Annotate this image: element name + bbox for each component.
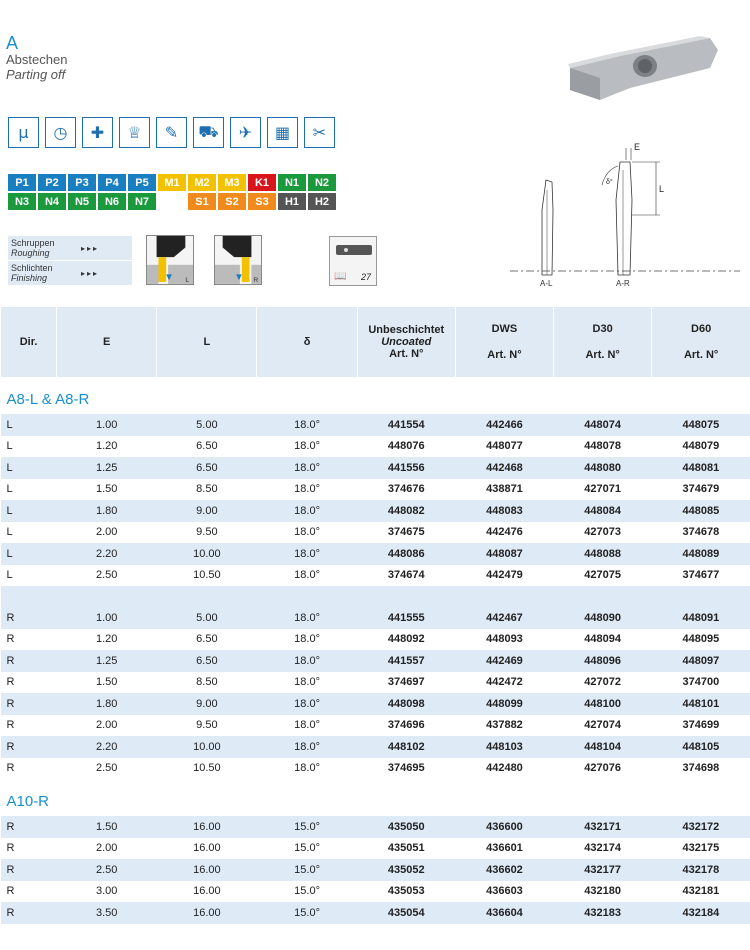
table-cell: 374695 <box>357 758 455 780</box>
table-cell: 432175 <box>652 838 750 860</box>
left-hand-pictogram <box>146 235 194 285</box>
table-row <box>1 902 750 924</box>
column-header-sub: Art. N° <box>487 349 522 361</box>
table-cell: 1.25 <box>57 457 157 479</box>
table-cell: 374696 <box>357 715 455 737</box>
table-cell: 15.0° <box>257 881 357 903</box>
table-cell: 432174 <box>554 838 652 860</box>
pen-icon: ✎ <box>156 117 187 148</box>
table-row <box>1 607 750 629</box>
table-cell: 442467 <box>455 607 553 629</box>
table-cell: 448100 <box>554 693 652 715</box>
table-cell: 10.50 <box>157 565 257 587</box>
table-cell: 448092 <box>357 629 455 651</box>
column-header-sub: Art. N° <box>683 349 719 361</box>
pic-label-left: L <box>185 277 190 285</box>
table-row <box>1 522 750 544</box>
grade-m1: M1 <box>158 174 186 191</box>
table-cell: 427075 <box>554 565 652 587</box>
table-cell: 435052 <box>357 859 455 881</box>
table-cell: 448086 <box>357 543 455 565</box>
table-cell: 18.0° <box>257 543 357 565</box>
table-cell: 1.00 <box>57 414 157 436</box>
table-cell: 442468 <box>455 457 553 479</box>
table-cell: L <box>1 457 57 479</box>
table-cell: 442479 <box>455 565 553 587</box>
table-cell: 448095 <box>652 629 750 651</box>
table-cell: 427071 <box>554 479 652 501</box>
table-cell: 448074 <box>554 414 652 436</box>
table-cell: 448077 <box>455 436 553 458</box>
table-cell: 9.50 <box>157 522 257 544</box>
grade-n5: N5 <box>68 193 96 210</box>
table-cell: 438871 <box>455 479 553 501</box>
table-cell: 1.50 <box>57 479 157 501</box>
table-cell: 448085 <box>652 500 750 522</box>
pic-label-right: R <box>253 277 259 285</box>
table-cell: 2.50 <box>57 758 157 780</box>
car-icon: ⛟ <box>193 117 224 148</box>
table-row <box>1 629 750 651</box>
table-cell: R <box>1 629 57 651</box>
table-cell: 9.00 <box>157 500 257 522</box>
op-arrows: ▸▸▸ <box>81 243 100 253</box>
table-cell: 18.0° <box>257 414 357 436</box>
table-cell: 448097 <box>652 650 750 672</box>
table-cell: 437882 <box>455 715 553 737</box>
column-header <box>652 307 750 377</box>
airplane-icon: ✈ <box>230 117 261 148</box>
table-cell: 5.00 <box>157 607 257 629</box>
column-header-main: δ <box>303 336 311 348</box>
table-cell: 448091 <box>652 607 750 629</box>
table-cell: 448103 <box>455 736 553 758</box>
table-cell: 448075 <box>652 414 750 436</box>
table-cell: 15.0° <box>257 859 357 881</box>
op-label-en: Finishing <box>11 273 48 283</box>
table-cell: 442469 <box>455 650 553 672</box>
table-cell: 18.0° <box>257 457 357 479</box>
table-cell: 448084 <box>554 500 652 522</box>
table-cell: R <box>1 736 57 758</box>
table-cell: 18.0° <box>257 758 357 780</box>
column-header-main: Unbeschichtet <box>368 324 445 336</box>
group-separator <box>1 586 750 607</box>
table-cell: 448079 <box>652 436 750 458</box>
table-cell: R <box>1 672 57 694</box>
table-cell: 1.50 <box>57 672 157 694</box>
grade-p2: P2 <box>38 174 66 191</box>
grade-s1: S1 <box>188 193 216 210</box>
table-cell: R <box>1 650 57 672</box>
column-header-main: D60 <box>691 323 712 335</box>
column-header-main: E <box>103 336 111 348</box>
table-cell: 18.0° <box>257 522 357 544</box>
table-row <box>1 693 750 715</box>
op-label-de: Schruppen <box>11 238 55 248</box>
table-cell: 10.00 <box>157 736 257 758</box>
table-cell: 448078 <box>554 436 652 458</box>
table-cell: R <box>1 816 57 838</box>
table-row <box>1 816 750 838</box>
column-header-main: D30 <box>592 323 613 335</box>
table-row <box>1 457 750 479</box>
operation-legend <box>8 236 132 286</box>
table-row <box>1 543 750 565</box>
operation-roughing <box>8 236 132 261</box>
grade-k1: K1 <box>248 174 276 191</box>
table-row <box>1 715 750 737</box>
table-cell: 18.0° <box>257 500 357 522</box>
table-cell: R <box>1 881 57 903</box>
column-header-english: Uncoated <box>381 336 432 348</box>
section-letter: A <box>6 33 19 53</box>
table-cell: 18.0° <box>257 565 357 587</box>
grade-n4: N4 <box>38 193 66 210</box>
table-cell: 374699 <box>652 715 750 737</box>
column-header-main: Dir. <box>19 336 38 348</box>
table-cell: 15.0° <box>257 902 357 924</box>
table-cell: 18.0° <box>257 479 357 501</box>
table-cell: R <box>1 607 57 629</box>
grade-n6: N6 <box>98 193 126 210</box>
table-cell: 432184 <box>652 902 750 924</box>
grade-n1: N1 <box>278 174 306 191</box>
table-row <box>1 436 750 458</box>
table-row <box>1 414 750 436</box>
table-cell: 16.00 <box>157 816 257 838</box>
table-cell: 374700 <box>652 672 750 694</box>
table-cell: 16.00 <box>157 881 257 903</box>
table-cell: 432178 <box>652 859 750 881</box>
table-cell: 435053 <box>357 881 455 903</box>
tools-icon: ✂ <box>304 117 335 148</box>
grade-h2: H2 <box>308 193 336 210</box>
table-cell: 6.50 <box>157 650 257 672</box>
table-cell: 441556 <box>357 457 455 479</box>
column-header-sub: Art. N° <box>585 349 620 361</box>
table-cell: 448094 <box>554 629 652 651</box>
column-header <box>157 307 257 377</box>
operation-finishing <box>8 261 132 286</box>
table-cell: 442466 <box>455 414 553 436</box>
table-cell: 442472 <box>455 672 553 694</box>
machine-icon: ▦ <box>267 117 298 148</box>
grade-s2: S2 <box>218 193 246 210</box>
table-cell: 18.0° <box>257 672 357 694</box>
table-cell: 448082 <box>357 500 455 522</box>
table-row <box>1 479 750 501</box>
view-label-left: A-L <box>540 279 553 288</box>
grade-h1: H1 <box>278 193 306 210</box>
table-cell: 2.00 <box>57 715 157 737</box>
table-cell: 2.00 <box>57 838 157 860</box>
grade-s3: S3 <box>248 193 276 210</box>
column-header <box>357 307 455 377</box>
table-cell: 427076 <box>554 758 652 780</box>
table-cell: 448087 <box>455 543 553 565</box>
section-heading-row <box>1 779 750 816</box>
table-cell: 442476 <box>455 522 553 544</box>
table-row <box>1 565 750 587</box>
table-cell: 1.80 <box>57 500 157 522</box>
title-german: Abstechen <box>6 52 68 67</box>
insert-orientation-pictograms <box>146 235 262 285</box>
holder-reference <box>329 236 377 286</box>
grade-p5: P5 <box>128 174 156 191</box>
reference-page: 27 <box>360 272 371 282</box>
table-cell: 10.50 <box>157 758 257 780</box>
column-header <box>1 307 57 377</box>
table-cell: 374678 <box>652 522 750 544</box>
table-cell: 1.50 <box>57 816 157 838</box>
table-cell: 374676 <box>357 479 455 501</box>
section-title: A10-R <box>6 793 50 810</box>
table-cell: 374697 <box>357 672 455 694</box>
table-row <box>1 859 750 881</box>
grade-m2: M2 <box>188 174 216 191</box>
article-table <box>0 307 750 924</box>
page-header <box>6 34 67 82</box>
right-hand-pictogram <box>214 235 262 285</box>
table-cell: 427074 <box>554 715 652 737</box>
table-header-row <box>1 307 750 377</box>
dim-l: L <box>659 184 665 194</box>
table-cell: 9.50 <box>157 715 257 737</box>
table-cell: 8.50 <box>157 479 257 501</box>
table-row <box>1 881 750 903</box>
material-grades <box>8 174 336 212</box>
table-cell: 1.00 <box>57 607 157 629</box>
table-cell: 448080 <box>554 457 652 479</box>
table-cell: 2.00 <box>57 522 157 544</box>
op-arrows: ▸▸▸ <box>81 268 100 278</box>
table-cell: 448102 <box>357 736 455 758</box>
table-cell: 441555 <box>357 607 455 629</box>
table-cell: 432172 <box>652 816 750 838</box>
table-cell: 18.0° <box>257 629 357 651</box>
table-cell: 374674 <box>357 565 455 587</box>
table-cell: 18.0° <box>257 436 357 458</box>
table-cell: 435051 <box>357 838 455 860</box>
table-cell: R <box>1 859 57 881</box>
column-header <box>455 307 553 377</box>
table-cell: L <box>1 414 57 436</box>
table-cell: 432183 <box>554 902 652 924</box>
table-cell: 427072 <box>554 672 652 694</box>
table-cell: 442480 <box>455 758 553 780</box>
grade-p3: P3 <box>68 174 96 191</box>
table-cell: 2.20 <box>57 736 157 758</box>
table-cell: 448076 <box>357 436 455 458</box>
table-cell: 436604 <box>455 902 553 924</box>
table-cell: 374677 <box>652 565 750 587</box>
column-header <box>257 307 357 377</box>
table-cell: 432181 <box>652 881 750 903</box>
grade-p1: P1 <box>8 174 36 191</box>
dim-e: E <box>634 142 641 152</box>
table-cell: 448105 <box>652 736 750 758</box>
table-cell: 3.50 <box>57 902 157 924</box>
view-label-right: A-R <box>616 279 630 288</box>
table-cell: 1.20 <box>57 436 157 458</box>
table-cell: 448096 <box>554 650 652 672</box>
table-cell: 18.0° <box>257 693 357 715</box>
holder-icon <box>330 237 378 267</box>
grade-n2: N2 <box>308 174 336 191</box>
table-cell: 448093 <box>455 629 553 651</box>
table-cell: 374698 <box>652 758 750 780</box>
table-cell: 432171 <box>554 816 652 838</box>
table-cell: R <box>1 838 57 860</box>
table-cell: 2.50 <box>57 565 157 587</box>
table-cell: 9.00 <box>157 693 257 715</box>
column-header-sub: Art. N° <box>389 348 424 360</box>
table-cell: 2.50 <box>57 859 157 881</box>
table-cell: L <box>1 522 57 544</box>
table-cell: R <box>1 693 57 715</box>
title-english: Parting off <box>6 67 66 82</box>
table-cell: 15.0° <box>257 838 357 860</box>
table-row <box>1 650 750 672</box>
table-cell: 16.00 <box>157 859 257 881</box>
table-cell: 16.00 <box>157 902 257 924</box>
table-cell: 448089 <box>652 543 750 565</box>
table-cell: 6.50 <box>157 457 257 479</box>
table-cell: 448099 <box>455 693 553 715</box>
application-icons <box>8 117 335 148</box>
table-cell: 441557 <box>357 650 455 672</box>
table-cell: 5.00 <box>157 414 257 436</box>
grade-m3: M3 <box>218 174 246 191</box>
table-cell: 448104 <box>554 736 652 758</box>
table-cell: 441554 <box>357 414 455 436</box>
op-label-en: Roughing <box>11 248 50 258</box>
table-cell: 1.25 <box>57 650 157 672</box>
watch-icon: ◷ <box>45 117 76 148</box>
table-cell: 6.50 <box>157 629 257 651</box>
table-row <box>1 736 750 758</box>
grade-n3: N3 <box>8 193 36 210</box>
table-cell: 6.50 <box>157 436 257 458</box>
table-row <box>1 758 750 780</box>
table-cell: L <box>1 479 57 501</box>
table-cell: 18.0° <box>257 715 357 737</box>
medical-cross-icon: ✚ <box>82 117 113 148</box>
table-cell: L <box>1 543 57 565</box>
table-cell: 435054 <box>357 902 455 924</box>
table-cell: 15.0° <box>257 816 357 838</box>
dimension-diagram <box>510 140 740 290</box>
table-cell: 374675 <box>357 522 455 544</box>
table-cell: 3.00 <box>57 881 157 903</box>
table-cell: 432177 <box>554 859 652 881</box>
table-cell: L <box>1 436 57 458</box>
table-cell: L <box>1 565 57 587</box>
grade-spacer <box>158 193 186 210</box>
table-cell: 2.20 <box>57 543 157 565</box>
column-header <box>554 307 652 377</box>
table-cell: 448081 <box>652 457 750 479</box>
table-cell: L <box>1 500 57 522</box>
dim-delta: δ° <box>606 179 613 186</box>
table-cell: 374679 <box>652 479 750 501</box>
column-header-main: L <box>203 336 211 348</box>
table-cell: 436603 <box>455 881 553 903</box>
table-row <box>1 838 750 860</box>
section-heading-row <box>1 377 750 414</box>
table-cell: 448083 <box>455 500 553 522</box>
table-cell: 16.00 <box>157 838 257 860</box>
grade-n7: N7 <box>128 193 156 210</box>
table-cell: 1.20 <box>57 629 157 651</box>
table-cell: 1.80 <box>57 693 157 715</box>
table-row <box>1 672 750 694</box>
table-cell: 18.0° <box>257 607 357 629</box>
table-cell: 448090 <box>554 607 652 629</box>
table-cell: R <box>1 715 57 737</box>
book-icon: 📖 <box>334 271 347 282</box>
table-row <box>1 500 750 522</box>
insert-product-image <box>560 28 720 108</box>
section-title: A8-L & A8-R <box>6 391 90 408</box>
table-cell: 432180 <box>554 881 652 903</box>
table-cell: 18.0° <box>257 736 357 758</box>
micro-icon: μ <box>8 117 39 148</box>
column-header-main: DWS <box>491 323 518 335</box>
table-cell: 448088 <box>554 543 652 565</box>
table-cell: 435050 <box>357 816 455 838</box>
table-cell: 18.0° <box>257 650 357 672</box>
table-cell: 8.50 <box>157 672 257 694</box>
table-cell: R <box>1 902 57 924</box>
table-cell: 436602 <box>455 859 553 881</box>
table-cell: 448098 <box>357 693 455 715</box>
table-cell: R <box>1 758 57 780</box>
table-cell: 436601 <box>455 838 553 860</box>
table-cell: 448101 <box>652 693 750 715</box>
table-cell: 436600 <box>455 816 553 838</box>
op-label-de: Schlichten <box>11 263 53 273</box>
tooth-icon: ♕ <box>119 117 150 148</box>
table-cell: 427073 <box>554 522 652 544</box>
grade-p4: P4 <box>98 174 126 191</box>
column-header <box>57 307 157 377</box>
table-cell: 10.00 <box>157 543 257 565</box>
